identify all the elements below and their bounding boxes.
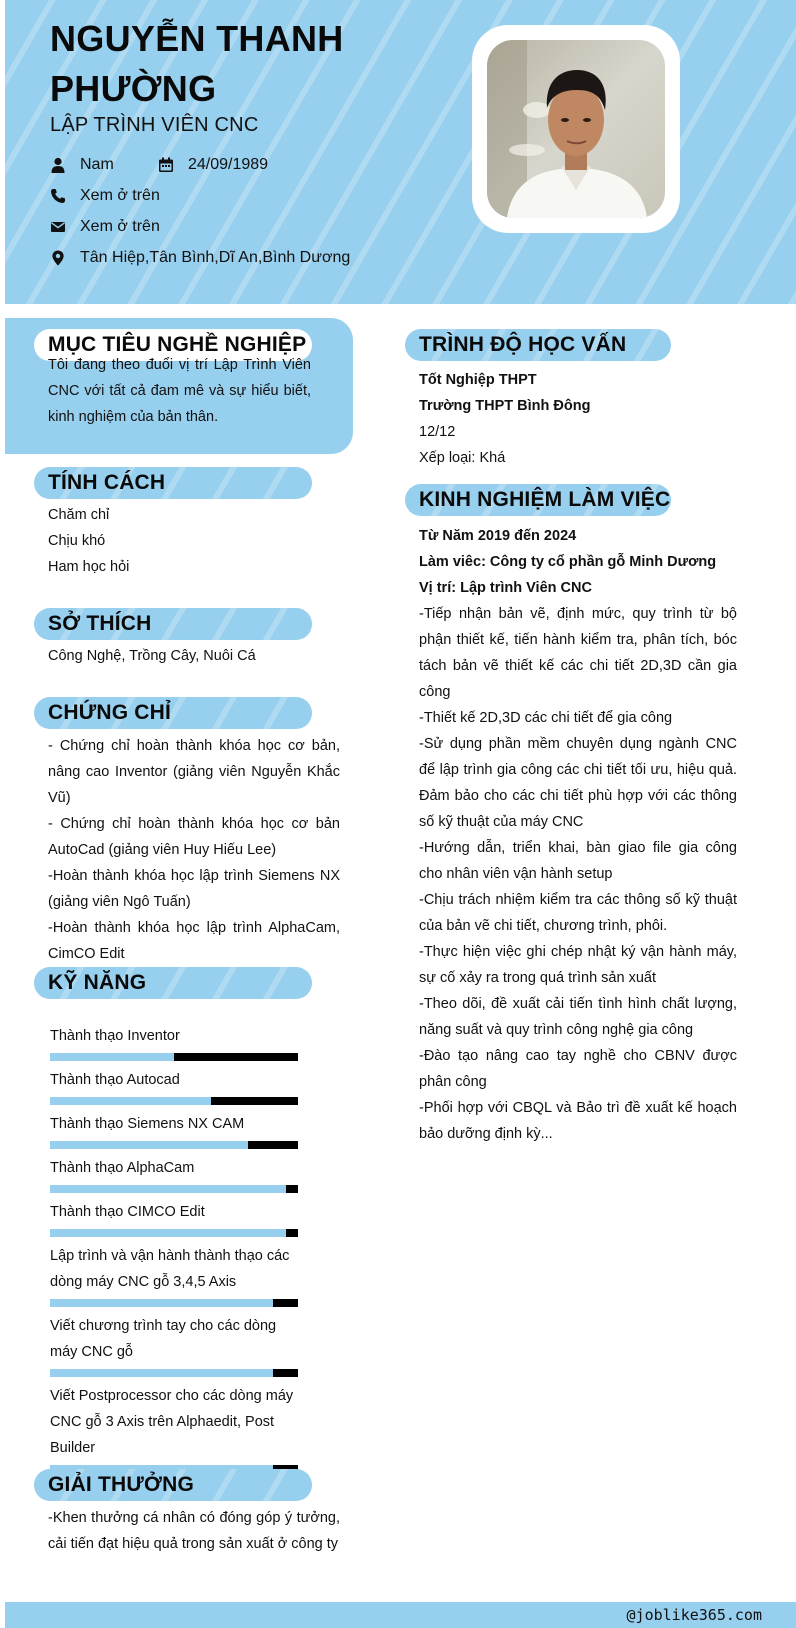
hobbies-heading: SỞ THÍCH [34,608,312,640]
skill-item [50,1067,298,1105]
education-grade: 12/12 [419,424,456,440]
address-value: Tân Hiệp,Tân Bình,Dĩ An,Bình Dương [80,249,351,266]
education-school: Trường THPT Bình Đông [419,398,591,414]
photo-frame [472,25,680,233]
education-heading: TRÌNH ĐỘ HỌC VẤN [405,329,671,361]
certificates-list [48,733,340,967]
skill-item [50,1313,298,1377]
awards-heading: GIẢI THƯỞNG [34,1469,312,1501]
email-row [50,215,160,239]
list-item: -Thiết kế 2D,3D các chi tiết để gia công [419,710,673,726]
skill-item [50,1243,298,1307]
objective-text: Tôi đang theo đuổi vị trí Lập Trình Viên CNC với tất cả đam mê và sự hiểu biết, kinh nghiệm của bản thân. [48,357,311,425]
skill-item [50,1155,298,1193]
skill-item [50,1111,298,1149]
phone-icon [50,188,66,204]
skill-bar [50,1369,298,1377]
skill-name: Viết chương trình tay cho các dòng máy CNC gỗ [50,1318,277,1360]
skill-item [50,1023,298,1061]
profile-photo [487,40,665,218]
skill-bar [50,1141,298,1149]
objective-section [5,318,353,454]
candidate-name: NGUYỄN THANH PHƯỜNG [50,18,344,109]
list-item: - Chứng chỉ hoàn thành khóa học cơ bản AutoCad (giảng viên Huy Hiếu Lee) [48,816,340,858]
list-item: Chịu khó [48,533,106,549]
education-details [419,367,737,471]
skills-heading: KỸ NĂNG [34,967,312,999]
footer-site-text: @joblike365.com [626,1606,762,1624]
certificates-heading: CHỨNG CHỈ [34,697,312,729]
skill-bar [50,1185,298,1193]
skill-bar [50,1229,298,1237]
list-item: -Hướng dẫn, triển khai, bàn giao file gia công cho nhân viên vận hành setup [419,840,737,882]
skill-item [50,1383,298,1473]
footer [5,1602,796,1628]
education-degree: Tốt Nghiệp THPT [419,372,537,388]
location-pin-icon [50,250,66,266]
email-value: Xem ở trên [80,218,160,235]
skill-name: Thành thạo Autocad [50,1072,180,1088]
birthdate-row [158,153,268,177]
personality-heading: TÍNH CÁCH [34,467,312,499]
list-item: -Phối hợp với CBQL và Bảo trì đề xuất kế hoạch bảo dưỡng định kỳ... [419,1100,737,1142]
experience-position: Vị trí: Lập trình Viên CNC [419,580,592,596]
list-item: -Chịu trách nhiệm kiểm tra các thông số kỹ thuật của bản vẽ chi tiết, chương trình, phôi. [419,892,737,934]
skill-level [50,1185,286,1193]
skill-level [50,1097,211,1105]
skill-bar [50,1097,298,1105]
list-item: -Hoàn thành khóa học lập trình AlphaCam, CimCO Edit [48,920,340,962]
list-item: - Chứng chỉ hoàn thành khóa học cơ bản, nâng cao Inventor (giảng viên Nguyễn Khắc Vũ) [48,738,340,806]
gender-value: Nam [80,156,114,173]
phone-value: Xem ở trên [80,187,160,204]
birthdate-value: 24/09/1989 [188,156,269,173]
experience-company: Làm viêc: Công ty cổ phần gỗ Minh Dương [419,554,717,570]
skill-level [50,1229,286,1237]
experience-details [419,523,737,1147]
skill-name: Thành thạo Siemens NX CAM [50,1116,245,1132]
header [5,0,796,304]
phone-row [50,184,160,208]
skill-name: Viết Postprocessor cho các dòng máy CNC gỗ 3 Axis trên Alphaedit, Post Builder [50,1388,294,1456]
list-item: -Đào tạo nâng cao tay nghề cho CBNV được phân công [419,1048,737,1090]
mail-icon [50,219,66,235]
objective-heading: MỤC TIÊU NGHỀ NGHIỆP [34,329,312,361]
skill-bar [50,1053,298,1061]
education-rank: Xếp loại: Khá [419,450,506,466]
skill-level [50,1369,273,1377]
address-row [50,246,350,270]
personality-list [48,502,338,580]
skill-name: Thành thạo AlphaCam [50,1160,195,1176]
skill-level [50,1053,174,1061]
list-item: -Thực hiện việc ghi chép nhật ký vận hành máy, sự cố xảy ra trong quá trình sản xuất [419,944,737,986]
skill-name: Thành thạo CIMCO Edit [50,1204,205,1220]
skill-name: Lập trình và vận hành thành thạo các dòng máy CNC gỗ 3,4,5 Axis [50,1248,290,1290]
list-item: -Theo dõi, đề xuất cải tiến tình hình chất lượng, năng suất và quy trình công nghệ gia công [419,996,737,1038]
awards-text: -Khen thưởng cá nhân có đóng góp ý tưởng, cải tiến đạt hiệu quả trong sản xuất ở công ty [48,1510,340,1552]
list-item: -Sử dụng phần mềm chuyên dụng ngành CNC để lập trình gia công các chi tiết tối ưu, hiệu quả. Đảm bảo cho các chi tiết phù hợp với các thông số kỹ thuật của máy CNC [419,736,737,830]
user-icon [50,157,66,173]
list-item: -Tiếp nhận bản vẽ, định mức, quy trình từ bộ phận thiết kế, tiến hành kiểm tra, phân tích, bóc tách bản vẽ thiết kế các chi tiết 2D,3D cần gia công [419,606,737,700]
list-item: Ham học hỏi [48,559,130,575]
experience-heading: KINH NGHIỆM LÀM VIỆC [405,484,671,516]
hobbies-text: Công Nghệ, Trồng Cây, Nuôi Cá [48,648,256,664]
skill-level [50,1141,248,1149]
job-title: LẬP TRÌNH VIÊN CNC [50,114,259,136]
gender-row [50,153,114,177]
list-item: -Hoàn thành khóa học lập trình Siemens NX (giảng viên Ngô Tuấn) [48,868,340,910]
skill-bar [50,1299,298,1307]
experience-period: Từ Năm 2019 đến 2024 [419,528,577,544]
list-item: Chăm chỉ [48,507,110,523]
skill-name: Thành thạo Inventor [50,1028,180,1044]
skill-item [50,1199,298,1237]
calendar-icon [158,157,174,173]
skill-level [50,1299,273,1307]
